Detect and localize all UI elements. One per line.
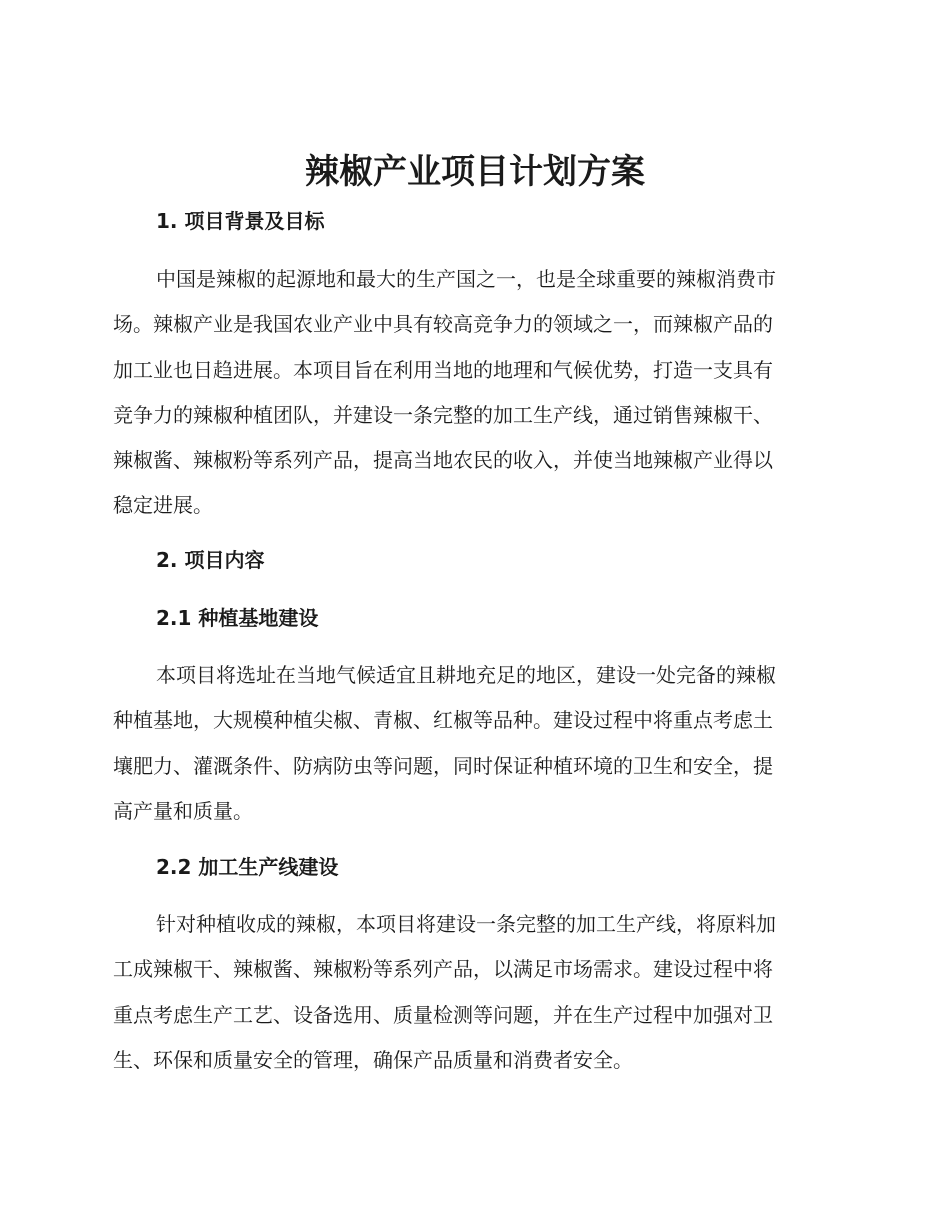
- section-heading-content: 2. 项目内容: [156, 548, 265, 572]
- paragraph-line: 工成辣椒干、辣椒酱、辣椒粉等系列产品，以满足市场需求。建设过程中将: [113, 957, 773, 982]
- section-heading-background: 1. 项目背景及目标: [156, 209, 325, 233]
- paragraph-line: 稳定进展。: [113, 493, 213, 518]
- paragraph-line: 加工业也日趋进展。本项目旨在利用当地的地理和气候优势，打造一支具有: [113, 357, 773, 382]
- section-paragraph-background: [113, 257, 833, 529]
- paragraph-line: 针对种植收成的辣椒，本项目将建设一条完整的加工生产线，将原料加: [156, 912, 776, 936]
- paragraph-line: 本项目将选址在当地气候适宜且耕地充足的地区，建设一处完备的辣椒: [156, 663, 776, 687]
- paragraph-line: 重点考虑生产工艺、设备选用、质量检测等问题，并在生产过程中加强对卫: [113, 1002, 773, 1027]
- paragraph-line: 高产量和质量。: [113, 798, 253, 823]
- paragraph-line: 辣椒酱、辣椒粉等系列产品，提高当地农民的收入，并使当地辣椒产业得以: [113, 448, 773, 473]
- paragraph-line: 壤肥力、灌溉条件、防病防虫等问题，同时保证种植环境的卫生和安全，提: [113, 753, 773, 778]
- document-title: 辣椒产业项目计划方案: [305, 152, 645, 192]
- paragraph-line: 中国是辣椒的起源地和最大的生产国之一，也是全球重要的辣椒消费市: [156, 267, 776, 291]
- paragraph-line: 场。辣椒产业是我国农业产业中具有较高竞争力的领域之一，而辣椒产品的: [113, 312, 773, 337]
- section-heading-planting-base: 2.1 种植基地建设: [156, 606, 319, 630]
- paragraph-line: 竞争力的辣椒种植团队，并建设一条完整的加工生产线，通过销售辣椒干、: [113, 402, 773, 427]
- section-heading-production-line: 2.2 加工生产线建设: [156, 855, 339, 879]
- section-paragraph-planting-base: [113, 653, 833, 834]
- section-paragraph-production-line: [113, 902, 833, 1083]
- paragraph-line: 种植基地，大规模种植尖椒、青椒、红椒等品种。建设过程中将重点考虑土: [113, 708, 773, 733]
- paragraph-line: 生、环保和质量安全的管理，确保产品质量和消费者安全。: [113, 1047, 633, 1072]
